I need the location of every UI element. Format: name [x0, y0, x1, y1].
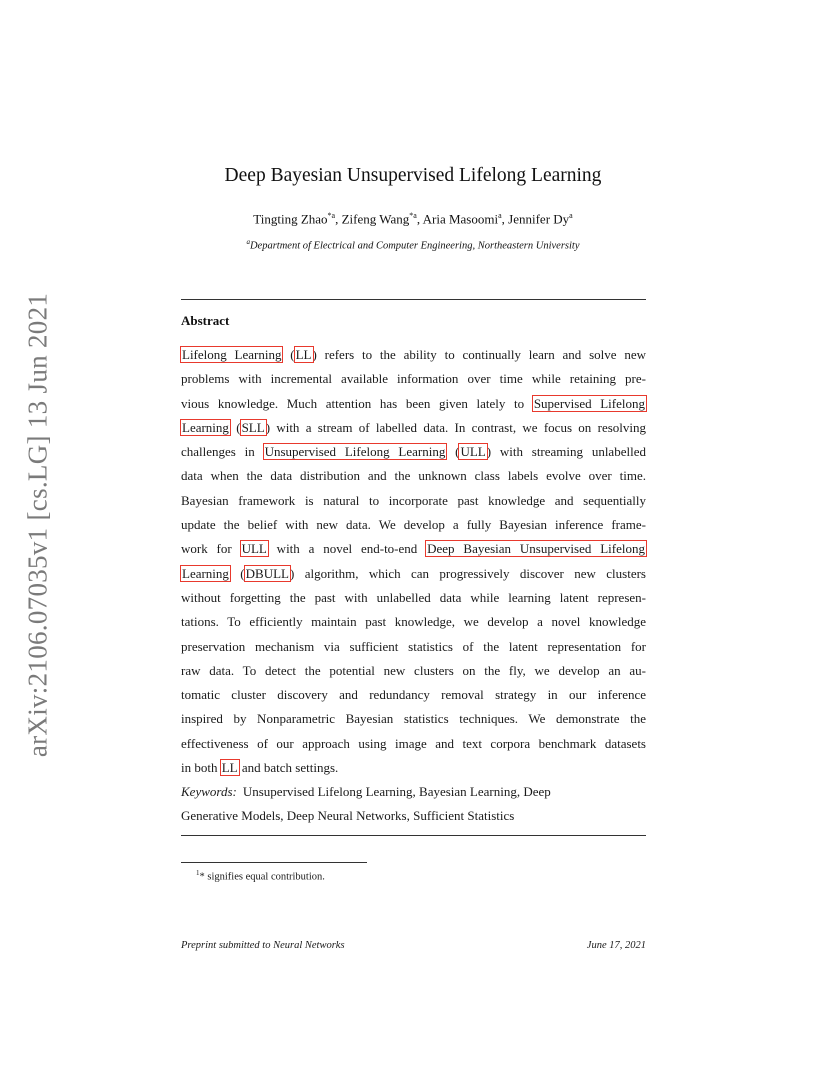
acronym-link[interactable]: LL: [295, 347, 312, 362]
abstract-body: [181, 343, 646, 780]
abstract-text: ) with a stream of labelled data. In contrast, we focus on resolving: [265, 419, 646, 435]
abstract-text: ) refers to the ability to continually learn and solve new: [312, 347, 646, 362]
abstract-text: effectiveness of our approach using image and text corpora benchmark datasets: [181, 735, 646, 751]
keywords-label: Keywords:: [181, 784, 237, 799]
acronym-link[interactable]: LL: [221, 760, 238, 776]
abstract-text: Bayesian framework is natural to incorporate past knowledge and sequentially: [181, 492, 646, 508]
abstract-line: [181, 610, 646, 634]
abstract-text: and batch settings.: [238, 760, 339, 776]
abstract-line: [181, 586, 646, 610]
abstract-text: in both: [181, 760, 221, 776]
footer-date: June 17, 2021: [586, 940, 646, 951]
keywords: [181, 780, 646, 829]
abstract-text: tomatic cluster discovery and redundancy removal strategy in our inference: [181, 687, 646, 703]
abstract-text: without forgetting the past with unlabelled data while learning latent represen-: [181, 589, 646, 605]
author-mark: a: [569, 211, 573, 220]
author-mark: *a: [327, 211, 336, 220]
abstract-line: [181, 367, 646, 391]
abstract-text: (: [229, 419, 241, 435]
abstract-text: ) with streaming unlabelled: [486, 444, 646, 460]
footnote-rule: [181, 862, 367, 863]
paper-title: Deep Bayesian Unsupervised Lifelong Learning: [224, 165, 602, 186]
footnote: [196, 869, 325, 883]
abstract-text: (: [229, 565, 245, 581]
arxiv-identifier: arXiv:2106.07035v1 [cs.LG] 13 Jun 2021: [22, 292, 53, 758]
abstract-text: (: [282, 347, 295, 362]
abstract-text: (: [446, 444, 460, 460]
author-name: Jennifer Dy: [508, 211, 570, 227]
author-name: Aria Masoomi: [422, 211, 499, 227]
abstract-text: raw data. To detect the potential new clusters on the fly, we develop an au-: [181, 662, 646, 678]
abstract-line: [181, 683, 646, 707]
abstract-text: ) algorithm, which can progressively discover new clusters: [289, 565, 646, 581]
affiliation-text: Department of Electrical and Computer Engineering, Northeastern University: [249, 240, 580, 252]
acronym-link[interactable]: Deep Bayesian Unsupervised Lifelong: [427, 541, 645, 557]
abstract-line: [181, 489, 646, 513]
abstract-text: preservation mechanism via sufficient statistics of the latent representation for: [181, 638, 646, 654]
abstract-line: [181, 513, 646, 537]
abstract-line: [181, 659, 646, 683]
abstract-top-rule: [181, 299, 646, 300]
acronym-link[interactable]: Unsupervised Lifelong Learning: [264, 444, 446, 460]
abstract-line: [181, 464, 646, 488]
acronym-link[interactable]: ULL: [460, 444, 486, 460]
abstract-heading: Abstract: [181, 313, 230, 328]
abstract-bottom-rule: [181, 835, 646, 836]
acronym-link[interactable]: Learning: [182, 565, 229, 581]
abstract-line: [181, 732, 646, 756]
author-name: Tingting Zhao: [253, 211, 328, 227]
abstract-line: [181, 537, 646, 561]
arxiv-side-stamp: [20, 290, 56, 760]
acronym-link[interactable]: Learning: [182, 419, 229, 435]
acronym-link[interactable]: DBULL: [245, 565, 289, 581]
abstract-text: work for: [181, 541, 241, 557]
abstract-line: [181, 707, 646, 731]
keywords-line-1: Unsupervised Lifelong Learning, Bayesian Learning, Deep: [242, 784, 551, 799]
keywords-line-2: Generative Models, Deep Neural Networks, Sufficient Statistics: [181, 808, 515, 824]
abstract-line: [181, 756, 646, 780]
acronym-link[interactable]: SLL: [241, 419, 265, 435]
author-mark: a: [498, 211, 502, 220]
abstract-text: challenges in: [181, 444, 264, 460]
abstract-text: problems with incremental available information over time while retaining pre-: [181, 371, 646, 387]
abstract-text: inspired by Nonparametric Bayesian statistics techniques. We demonstrate the: [181, 711, 646, 727]
abstract-text: tations. To efficiently maintain past knowledge, we develop a novel knowledge: [181, 614, 646, 630]
footer-preprint-note: Preprint submitted to Neural Networks: [181, 940, 345, 951]
footnote-text: * signifies equal contribution.: [199, 871, 325, 883]
acronym-link[interactable]: Supervised Lifelong: [533, 395, 645, 411]
abstract-text: with a novel end-to-end: [267, 541, 427, 557]
abstract-text: data when the data distribution and the unknown class labels evolve over time.: [181, 468, 646, 484]
author-list: Tingting Zhao$^{*a}$, Zifeng Wang$^{*a}$, Aria Masoomi$^a$, Jennifer Dy$^a$: [253, 211, 573, 227]
abstract-line: [181, 343, 646, 367]
affiliation-mark: a: [246, 238, 250, 246]
affiliation: [180, 238, 646, 252]
author-name: Zifeng Wang: [341, 211, 410, 227]
author-mark: *a: [409, 211, 417, 220]
abstract-line: [181, 635, 646, 659]
abstract-line: [181, 562, 646, 586]
footnote-mark: 1: [196, 869, 200, 877]
acronym-link[interactable]: ULL: [241, 541, 267, 557]
abstract-line: [181, 440, 646, 464]
abstract-text: vious knowledge. Much attention has been given lately to: [181, 395, 533, 411]
acronym-link[interactable]: Lifelong Learning: [182, 347, 282, 362]
abstract-line: [181, 392, 646, 416]
abstract-line: [181, 416, 646, 440]
abstract-text: update the belief with new data. We develop a fully Bayesian inference frame-: [181, 517, 646, 533]
